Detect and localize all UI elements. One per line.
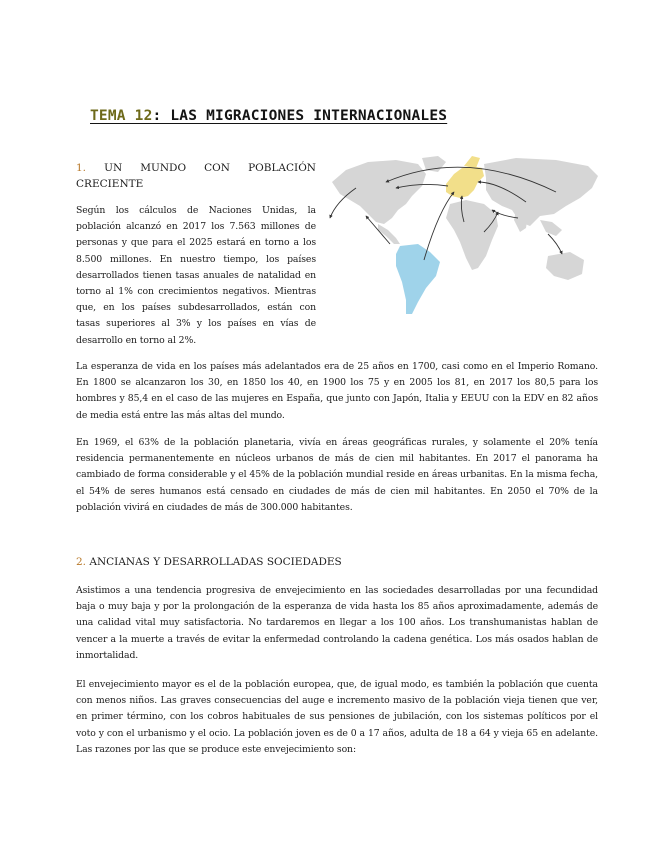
paragraph-aging-trend: Asistimos a una tendencia progresiva de envejecimiento en las sociedades desarrolladas por una fecundidad baja o muy baja y por la prolongación de la esperanza de vida hasta los 85 años aproximadamente, además de una calidad vital muy satisfactoria. No tardaremos en llegar a los 100 años. Los transhumanistas hablan de vencer a la muerte a través de evitar la enfermedad controlando la cadena genética. Los más osados hablan de inmortalidad. bbox=[76, 585, 598, 661]
section-2-heading bbox=[76, 554, 576, 570]
section-1-number: 1. bbox=[76, 162, 87, 174]
map-asia bbox=[484, 158, 598, 226]
page-title bbox=[90, 108, 447, 124]
title-prefix: TEMA 12 bbox=[90, 108, 153, 124]
map-africa bbox=[446, 200, 498, 270]
map-southeast-asia bbox=[540, 220, 562, 236]
paragraph-european-aging: El envejecimiento mayor es el de la población europea, que, de igual modo, es también la población que cuenta con menos niños. Las graves consecuencias del auge e incremento masivo de la población vieja tienen que ver, en primer término, con los cobros habituales de sus pensiones de jubilación, con los sistemas políticos por el voto y con el urbanismo y el ocio. La población joven es de 0 a 17 años, adulta de 18 a 64 y vieja 65 en adelante. Las razones por las que se produce este envejecimiento son: bbox=[76, 679, 598, 755]
map-north-america bbox=[332, 160, 426, 224]
paragraph-population-growth: Según los cálculos de Naciones Unidas, la población alcanzó en 2017 los 7.563 millones de personas y que para el 2025 estará en torno a los 8.500 millones. En nuestro tiempo, los países desarrollados tienen tasas anuales de natalidad en torno al 1% con crecimientos negativos. Mientras que, en los países subdesarrollados, están con tasas superiores al 3% y los países en vías de desarrollo en torno al 2%. bbox=[76, 205, 316, 346]
section-2-heading-text: ANCIANAS Y DESARROLLADAS SOCIEDADES bbox=[89, 556, 342, 568]
map-scandinavia bbox=[464, 156, 480, 168]
paragraph-urbanization: En 1969, el 63% de la población planetaria, vivía en áreas geográficas rurales, y solamente el 20% tenía residencia permanentemente en núcleos urbanos de más de cien mil habitantes. En 2017 el panorama ha cambiado de forma considerable y el 45% de la población mundial reside en áreas urbanitas. En la misma fecha, el 54% de seres humanos está censado en ciudades de más de cien mil habitantes. En 2050 el 70% de la población vivirá en ciudades de más de 300.000 habitantes. bbox=[76, 437, 598, 513]
title-rest: : LAS MIGRACIONES INTERNACIONALES bbox=[152, 108, 448, 124]
section-2-number: 2. bbox=[76, 556, 87, 568]
section-1-heading-line2: CRECIENTE bbox=[76, 178, 144, 190]
section-1-heading bbox=[76, 160, 316, 192]
map-south-america bbox=[396, 244, 440, 314]
world-migration-map bbox=[326, 152, 602, 320]
arrow-asia-to-australia bbox=[548, 234, 562, 254]
section-1-heading-line1: UN MUNDO CON POBLACIÓN bbox=[104, 162, 316, 174]
paragraph-life-expectancy: La esperanza de vida en los países más adelantados era de 25 años en 1700, casi como en el Imperio Romano. En 1800 se alcanzaron los 30, en 1850 los 40, en 1900 los 75 y en 2005 los 81, en 2017 los 80,5 para los hombres y 85,4 en el caso de las mujeres en España, que junto con Japón, Italia y EEUU con la EDV en 82 años de media está entre las más altas del mundo. bbox=[76, 361, 598, 421]
map-australia bbox=[546, 252, 584, 280]
arrow-latin-america-to-europe bbox=[424, 192, 454, 260]
